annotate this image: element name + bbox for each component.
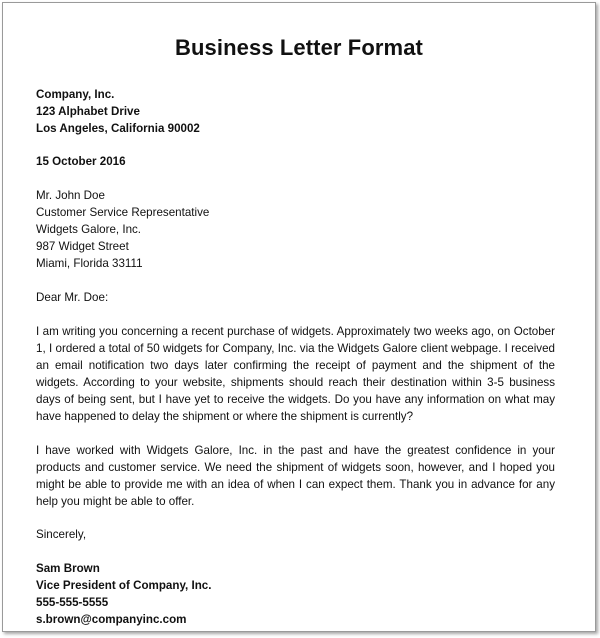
body-paragraph-2: I have worked with Widgets Galore, Inc. in the past and have the greatest confidence in your products and customer service. We need the shipment of widgets soon, however, and I hoped you might be able to provide me with an idea of when I can expect them. Thank you in advance for any help you might be able to offer.	[36, 444, 555, 508]
sender-company: Company, Inc.	[36, 88, 115, 101]
letter-date: 15 October 2016	[36, 155, 126, 168]
recipient-name: Mr. John Doe	[36, 189, 105, 202]
salutation: Dear Mr. Doe:	[36, 291, 109, 304]
recipient-city: Miami, Florida 33111	[36, 257, 143, 270]
signature-title: Vice President of Company, Inc.	[36, 579, 212, 592]
signature-phone: 555-555-5555	[36, 596, 109, 609]
recipient-title: Customer Service Representative	[36, 206, 210, 219]
closing: Sincerely,	[36, 528, 87, 541]
sender-street: 123 Alphabet Drive	[36, 105, 140, 118]
sender-address	[36, 86, 556, 137]
signature-name: Sam Brown	[36, 562, 100, 575]
recipient-address	[36, 187, 556, 272]
sender-city: Los Angeles, California 90002	[36, 122, 200, 135]
recipient-street: 987 Widget Street	[36, 240, 129, 253]
signature-block	[36, 560, 556, 628]
letter-date-block	[36, 153, 556, 170]
recipient-company: Widgets Galore, Inc.	[36, 223, 142, 236]
signature-email: s.brown@companyinc.com	[36, 613, 187, 626]
page-title: Business Letter Format	[175, 35, 423, 60]
closing-block	[36, 526, 556, 543]
salutation-block	[36, 289, 556, 306]
letter-page	[2, 2, 596, 632]
body-paragraph-1: I am writing you concerning a recent purchase of widgets. Approximately two weeks ago, on October 1, I ordered a total of 50 widgets for Company, Inc. via the Widgets Galore client webpage. I received an email notification two days later confirming the receipt of payment and the shipment of the widgets. According to your website, shipments should reach their destination within 3-5 business days of being sent, but I have yet to receive the widgets. Do you have any information on what may have happened to delay the shipment or where the shipment is currently?	[36, 325, 555, 423]
